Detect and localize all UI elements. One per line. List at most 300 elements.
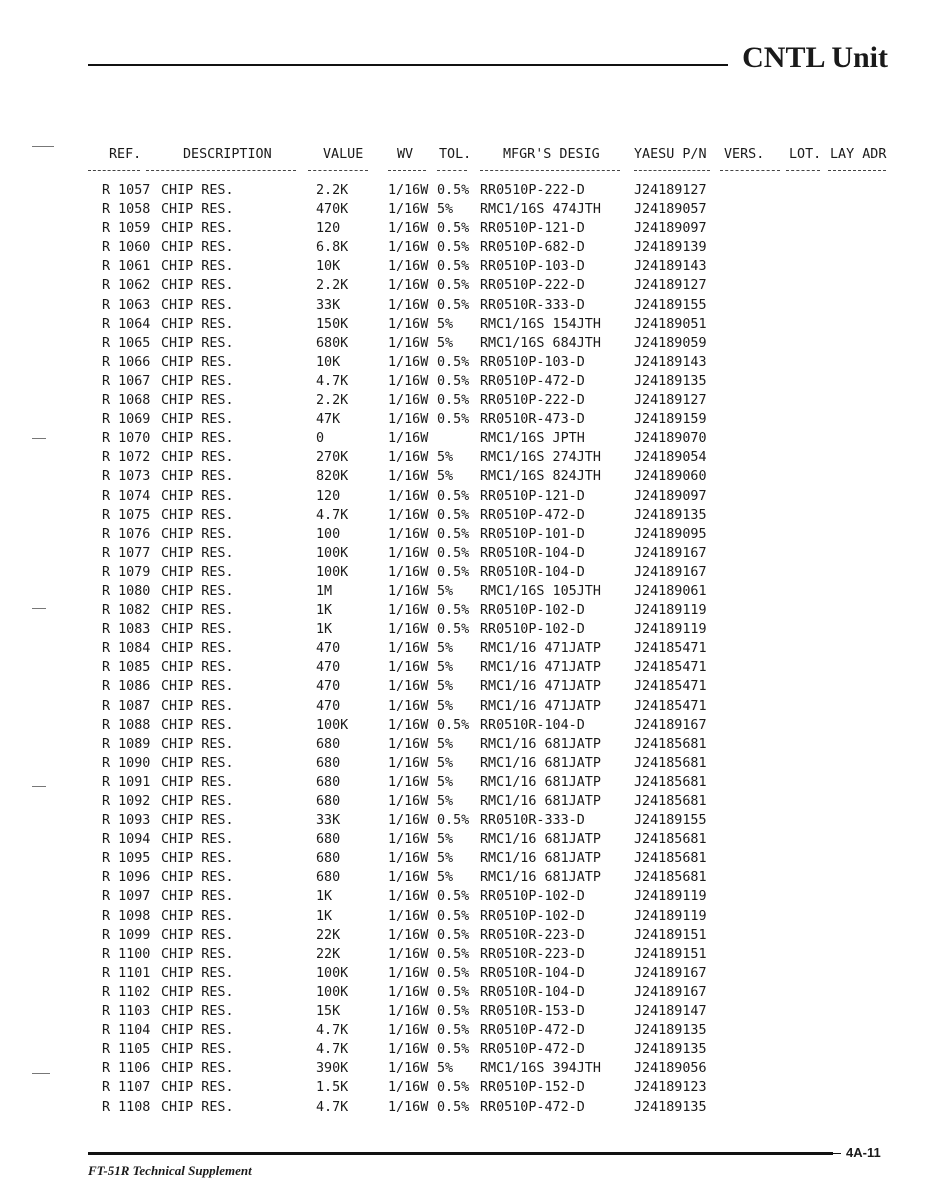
cell-yaesu-pn: J24185471 [634,698,707,714]
cell-mfgr-desig: RMC1/16 471JATP [480,698,601,714]
cell-tol: 0.5% [437,412,470,428]
cell-tol: 0.5% [437,240,470,256]
cell-wv: 1/16W [388,354,429,370]
cell-ref: R 1107 [102,1080,151,1096]
cell-mfgr-desig: RR0510P-222-D [480,278,585,294]
cell-yaesu-pn: J24185681 [634,736,707,752]
cell-ref: R 1080 [102,583,151,599]
cell-wv: 1/16W [388,1042,429,1058]
cell-ref: R 1069 [102,412,151,428]
cell-tol: 5% [437,774,454,790]
cell-mfgr-desig: RR0510P-121-D [480,221,585,237]
cell-wv: 1/16W [388,622,429,638]
cell-ref: R 1087 [102,698,151,714]
cell-mfgr-desig: RMC1/16S 274JTH [480,450,601,466]
table-row [0,296,926,315]
cell-yaesu-pn: J24189054 [634,450,707,466]
cell-ref: R 1077 [102,545,151,561]
cell-tol: 0.5% [437,1023,470,1039]
cell-tol: 0.5% [437,297,470,313]
cell-description: CHIP RES. [161,335,234,351]
cell-value: 10K [316,259,341,275]
cell-description: CHIP RES. [161,278,234,294]
cell-description: CHIP RES. [161,373,234,389]
cell-ref: R 1067 [102,373,151,389]
table-row [0,620,926,639]
cell-tol: 0.5% [437,373,470,389]
margin-mark [32,146,54,147]
cell-ref: R 1097 [102,889,151,905]
cell-ref: R 1065 [102,335,151,351]
cell-tol: 5% [437,469,454,485]
col-header-description: DESCRIPTION [183,147,272,162]
table-row [0,735,926,754]
cell-mfgr-desig: RR0510P-472-D [480,507,585,523]
cell-yaesu-pn: J24189127 [634,278,707,294]
cell-wv: 1/16W [388,851,429,867]
col-header-lay-adr: LAY ADR [830,147,887,162]
cell-value: 120 [316,221,341,237]
cell-value: 4.7K [316,1042,349,1058]
cell-description: CHIP RES. [161,431,234,447]
cell-value: 0 [316,431,325,447]
cell-tol: 5% [437,583,454,599]
table-row [0,964,926,983]
cell-yaesu-pn: J24189167 [634,545,707,561]
table-row [0,391,926,410]
cell-ref: R 1082 [102,603,151,619]
cell-value: 4.7K [316,507,349,523]
cell-description: CHIP RES. [161,259,234,275]
table-row [0,697,926,716]
table-row [0,506,926,525]
cell-description: CHIP RES. [161,755,234,771]
cell-wv: 1/16W [388,1061,429,1077]
cell-wv: 1/16W [388,450,429,466]
cell-ref: R 1103 [102,1004,151,1020]
cell-yaesu-pn: J24185681 [634,870,707,886]
table-row [0,467,926,486]
cell-value: 680 [316,832,341,848]
cell-wv: 1/16W [388,202,429,218]
cell-description: CHIP RES. [161,1080,234,1096]
cell-wv: 1/16W [388,507,429,523]
cell-value: 1K [316,622,333,638]
cell-wv: 1/16W [388,431,429,447]
cell-ref: R 1094 [102,832,151,848]
cell-wv: 1/16W [388,526,429,542]
cell-description: CHIP RES. [161,564,234,580]
cell-wv: 1/16W [388,927,429,943]
cell-tol: 0.5% [437,488,470,504]
table-row [0,1059,926,1078]
table-row [0,544,926,563]
cell-ref: R 1058 [102,202,151,218]
cell-value: 2.2K [316,278,349,294]
cell-ref: R 1101 [102,965,151,981]
cell-tol: 0.5% [437,1004,470,1020]
cell-value: 470 [316,698,341,714]
cell-value: 1.5K [316,1080,349,1096]
cell-value: 33K [316,813,341,829]
cell-description: CHIP RES. [161,946,234,962]
cell-tol: 5% [437,660,454,676]
cell-tol: 0.5% [437,564,470,580]
cell-value: 100K [316,545,349,561]
cell-yaesu-pn: J24189097 [634,221,707,237]
cell-ref: R 1063 [102,297,151,313]
cell-yaesu-pn: J24185681 [634,832,707,848]
cell-yaesu-pn: J24189135 [634,1023,707,1039]
cell-wv: 1/16W [388,1080,429,1096]
cell-value: 470 [316,679,341,695]
cell-wv: 1/16W [388,488,429,504]
col-header-ref: REF. [109,147,142,162]
cell-tol: 0.5% [437,946,470,962]
cell-tol: 5% [437,1061,454,1077]
table-row [0,315,926,334]
cell-wv: 1/16W [388,297,429,313]
cell-mfgr-desig: RMC1/16S 394JTH [480,1061,601,1077]
cell-ref: R 1089 [102,736,151,752]
cell-wv: 1/16W [388,412,429,428]
cell-value: 680 [316,736,341,752]
table-row [0,945,926,964]
cell-description: CHIP RES. [161,813,234,829]
cell-description: CHIP RES. [161,965,234,981]
cell-tol: 5% [437,736,454,752]
cell-tol: 0.5% [437,221,470,237]
cell-value: 270K [316,450,349,466]
cell-value: 22K [316,927,341,943]
table-row [0,907,926,926]
cell-description: CHIP RES. [161,603,234,619]
cell-yaesu-pn: J24189051 [634,316,707,332]
cell-description: CHIP RES. [161,774,234,790]
table-row [0,716,926,735]
cell-yaesu-pn: J24189127 [634,183,707,198]
cell-tol: 0.5% [437,507,470,523]
table-row [0,200,926,219]
cell-tol: 5% [437,316,454,332]
cell-yaesu-pn: J24189143 [634,354,707,370]
cell-yaesu-pn: J24185471 [634,660,707,676]
cell-value: 6.8K [316,240,349,256]
cell-yaesu-pn: J24189143 [634,259,707,275]
cell-yaesu-pn: J24189127 [634,393,707,409]
cell-value: 1M [316,583,333,599]
cell-yaesu-pn: J24185681 [634,774,707,790]
cell-wv: 1/16W [388,259,429,275]
cell-tol: 5% [437,202,454,218]
col-header-wv: WV [397,147,414,162]
cell-yaesu-pn: J24189151 [634,927,707,943]
table-row [0,639,926,658]
header-rule [88,64,728,66]
table-row [0,1021,926,1040]
cell-value: 680K [316,335,349,351]
cell-mfgr-desig: RMC1/16S 684JTH [480,335,601,351]
cell-description: CHIP RES. [161,908,234,924]
cell-mfgr-desig: RR0510P-102-D [480,889,585,905]
cell-wv: 1/16W [388,335,429,351]
cell-yaesu-pn: J24185681 [634,755,707,771]
col-header-mfgr-desig: MFGR'S DESIG [503,147,600,162]
cell-mfgr-desig: RMC1/16S 824JTH [480,469,601,485]
cell-yaesu-pn: J24189059 [634,335,707,351]
table-row [0,219,926,238]
cell-tol: 5% [437,832,454,848]
cell-value: 680 [316,774,341,790]
cell-description: CHIP RES. [161,698,234,714]
cell-mfgr-desig: RR0510R-104-D [480,965,585,981]
cell-wv: 1/16W [388,965,429,981]
cell-description: CHIP RES. [161,545,234,561]
cell-value: 100K [316,984,349,1000]
cell-mfgr-desig: RMC1/16S 474JTH [480,202,601,218]
cell-description: CHIP RES. [161,1061,234,1077]
cell-wv: 1/16W [388,679,429,695]
cell-wv: 1/16W [388,583,429,599]
cell-value: 4.7K [316,1099,349,1115]
cell-description: CHIP RES. [161,832,234,848]
cell-tol: 0.5% [437,1080,470,1096]
col-header-tol: TOL. [439,147,472,162]
cell-mfgr-desig: RMC1/16S JPTH [480,431,585,447]
cell-ref: R 1104 [102,1023,151,1039]
table-row [0,1002,926,1021]
cell-ref: R 1076 [102,526,151,542]
table-row [0,926,926,945]
table-row [0,1098,926,1117]
cell-yaesu-pn: J24189167 [634,564,707,580]
table-row [0,601,926,620]
cell-yaesu-pn: J24189119 [634,603,707,619]
cell-wv: 1/16W [388,240,429,256]
cell-description: CHIP RES. [161,1023,234,1039]
cell-wv: 1/16W [388,1023,429,1039]
cell-mfgr-desig: RR0510R-104-D [480,717,585,733]
cell-description: CHIP RES. [161,316,234,332]
cell-yaesu-pn: J24189135 [634,507,707,523]
cell-mfgr-desig: RMC1/16 681JATP [480,755,601,771]
cell-mfgr-desig: RR0510P-472-D [480,373,585,389]
cell-yaesu-pn: J24185681 [634,851,707,867]
cell-mfgr-desig: RR0510P-152-D [480,1080,585,1096]
cell-ref: R 1088 [102,717,151,733]
cell-description: CHIP RES. [161,851,234,867]
table-row [0,257,926,276]
cell-mfgr-desig: RR0510P-682-D [480,240,585,256]
cell-tol: 0.5% [437,545,470,561]
cell-wv: 1/16W [388,373,429,389]
cell-tol: 0.5% [437,526,470,542]
table-row [0,487,926,506]
table-row [0,811,926,830]
cell-yaesu-pn: J24189070 [634,431,707,447]
cell-tol: 0.5% [437,984,470,1000]
cell-value: 22K [316,946,341,962]
cell-value: 470 [316,660,341,676]
cell-ref: R 1061 [102,259,151,275]
cell-wv: 1/16W [388,545,429,561]
parts-table [0,181,926,1117]
cell-yaesu-pn: J24189057 [634,202,707,218]
cell-description: CHIP RES. [161,488,234,504]
cell-mfgr-desig: RR0510R-473-D [480,412,585,428]
cell-ref: R 1073 [102,469,151,485]
cell-tol: 5% [437,679,454,695]
cell-tol: 5% [437,450,454,466]
page-title: CNTL Unit [742,41,888,74]
cell-mfgr-desig: RMC1/16 681JATP [480,851,601,867]
cell-mfgr-desig: RR0510P-102-D [480,908,585,924]
cell-value: 15K [316,1004,341,1020]
cell-ref: R 1084 [102,641,151,657]
cell-value: 100K [316,965,349,981]
table-row [0,868,926,887]
table-row [0,582,926,601]
cell-ref: R 1074 [102,488,151,504]
cell-tol: 0.5% [437,717,470,733]
cell-ref: R 1108 [102,1099,151,1115]
cell-ref: R 1059 [102,221,151,237]
cell-wv: 1/16W [388,316,429,332]
cell-wv: 1/16W [388,698,429,714]
cell-ref: R 1072 [102,450,151,466]
cell-ref: R 1098 [102,908,151,924]
cell-description: CHIP RES. [161,717,234,733]
table-row [0,525,926,544]
cell-mfgr-desig: RMC1/16 681JATP [480,736,601,752]
cell-wv: 1/16W [388,794,429,809]
cell-ref: R 1106 [102,1061,151,1077]
table-row [0,448,926,467]
cell-wv: 1/16W [388,641,429,657]
cell-wv: 1/16W [388,736,429,752]
table-row [0,563,926,582]
cell-tol: 5% [437,641,454,657]
cell-yaesu-pn: J24189056 [634,1061,707,1077]
cell-tol: 0.5% [437,965,470,981]
cell-ref: R 1091 [102,774,151,790]
cell-value: 100K [316,564,349,580]
cell-ref: R 1086 [102,679,151,695]
cell-mfgr-desig: RMC1/16S 105JTH [480,583,601,599]
cell-mfgr-desig: RMC1/16 681JATP [480,870,601,886]
cell-description: CHIP RES. [161,927,234,943]
cell-ref: R 1105 [102,1042,151,1058]
cell-mfgr-desig: RR0510P-472-D [480,1099,585,1115]
cell-wv: 1/16W [388,1099,429,1115]
table-row [0,353,926,372]
col-header-yaesu-pn: YAESU P/N [634,147,707,162]
cell-description: CHIP RES. [161,240,234,256]
cell-mfgr-desig: RR0510P-222-D [480,183,585,198]
cell-description: CHIP RES. [161,736,234,752]
cell-yaesu-pn: J24189123 [634,1080,707,1096]
cell-mfgr-desig: RR0510P-222-D [480,393,585,409]
table-row [0,754,926,773]
cell-value: 680 [316,755,341,771]
cell-description: CHIP RES. [161,794,234,809]
cell-yaesu-pn: J24189155 [634,813,707,829]
cell-yaesu-pn: J24185471 [634,679,707,695]
cell-mfgr-desig: RR0510P-103-D [480,259,585,275]
header-dash-rule [0,167,926,173]
cell-wv: 1/16W [388,755,429,771]
cell-value: 680 [316,851,341,867]
cell-value: 150K [316,316,349,332]
table-row [0,849,926,868]
cell-mfgr-desig: RMC1/16 681JATP [480,832,601,848]
cell-ref: R 1062 [102,278,151,294]
cell-value: 680 [316,870,341,886]
cell-description: CHIP RES. [161,1099,234,1115]
page-number: 4A-11 [846,1145,881,1160]
cell-description: CHIP RES. [161,679,234,695]
cell-mfgr-desig: RR0510P-121-D [480,488,585,504]
table-row [0,334,926,353]
cell-ref: R 1060 [102,240,151,256]
cell-description: CHIP RES. [161,469,234,485]
cell-yaesu-pn: J24189147 [634,1004,707,1020]
cell-wv: 1/16W [388,889,429,905]
cell-value: 2.2K [316,183,349,198]
cell-ref: R 1099 [102,927,151,943]
cell-mfgr-desig: RMC1/16 471JATP [480,641,601,657]
cell-yaesu-pn: J24185471 [634,641,707,657]
table-row [0,429,926,448]
cell-yaesu-pn: J24189167 [634,965,707,981]
table-row [0,238,926,257]
table-row [0,1078,926,1097]
cell-tol: 5% [437,755,454,771]
cell-value: 470K [316,202,349,218]
table-row [0,1040,926,1059]
cell-description: CHIP RES. [161,1042,234,1058]
cell-tol: 0.5% [437,354,470,370]
cell-description: CHIP RES. [161,889,234,905]
table-row [0,792,926,811]
cell-ref: R 1075 [102,507,151,523]
cell-wv: 1/16W [388,469,429,485]
cell-mfgr-desig: RR0510P-102-D [480,603,585,619]
cell-yaesu-pn: J24189155 [634,297,707,313]
cell-yaesu-pn: J24189135 [634,1099,707,1115]
cell-tol: 0.5% [437,1099,470,1115]
cell-wv: 1/16W [388,564,429,580]
table-row [0,677,926,696]
cell-yaesu-pn: J24189135 [634,373,707,389]
cell-wv: 1/16W [388,870,429,886]
cell-value: 4.7K [316,1023,349,1039]
cell-value: 1K [316,908,333,924]
table-row [0,410,926,429]
col-header-vers: VERS. [724,147,765,162]
cell-value: 100K [316,717,349,733]
cell-mfgr-desig: RR0510R-333-D [480,813,585,829]
cell-yaesu-pn: J24189097 [634,488,707,504]
cell-description: CHIP RES. [161,354,234,370]
cell-ref: R 1090 [102,755,151,771]
cell-ref: R 1068 [102,393,151,409]
cell-wv: 1/16W [388,946,429,962]
cell-tol: 0.5% [437,622,470,638]
cell-mfgr-desig: RR0510R-153-D [480,1004,585,1020]
cell-wv: 1/16W [388,774,429,790]
cell-wv: 1/16W [388,603,429,619]
